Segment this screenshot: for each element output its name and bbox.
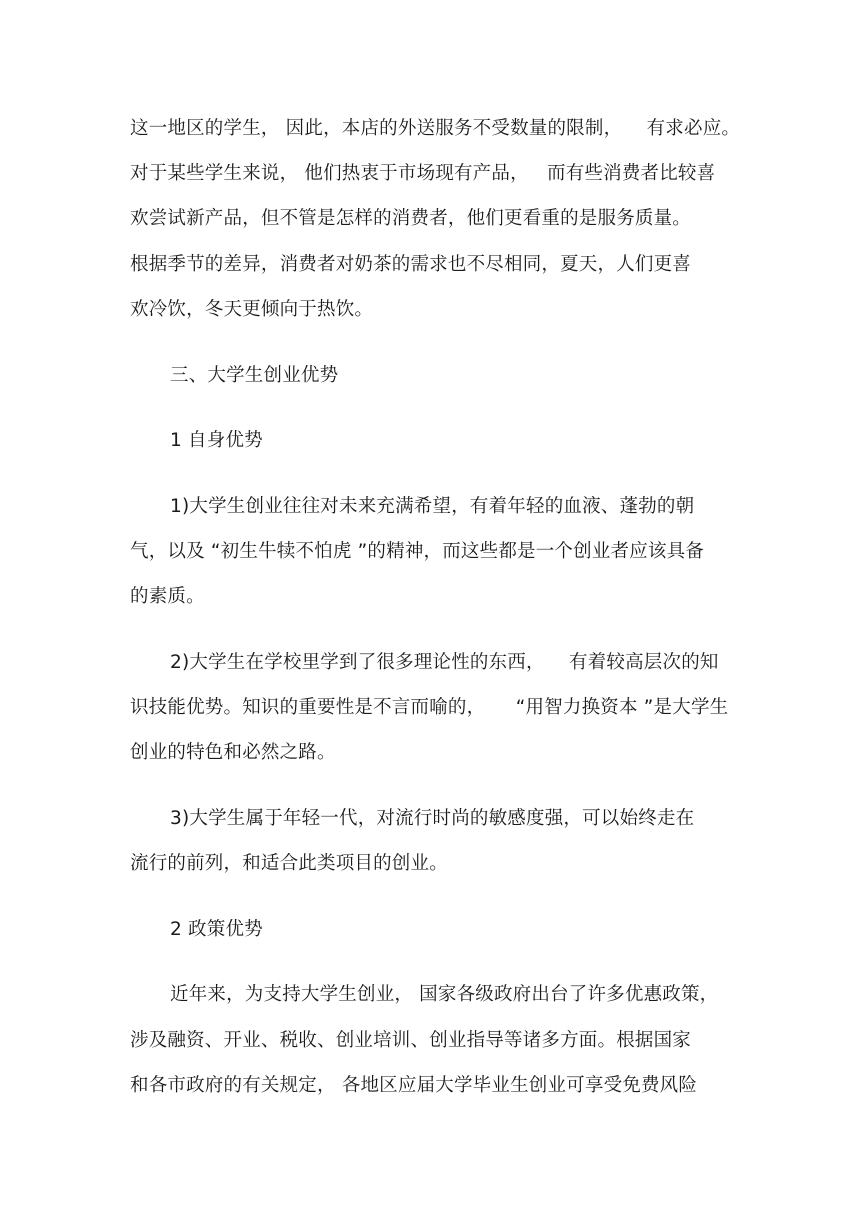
body-line: 对于某些学生来说， 他们热衷于市场现有产品， 而有些消费者比较喜 [130, 163, 716, 184]
body-line: 欢冷饮，冬天更倾向于热饮。 [130, 299, 374, 320]
body-line: 气，以及 “初生牛犊不怕虎 ”的精神，而这些都是一个创业者应该具备 [130, 541, 705, 562]
subsection-heading: 2 政策优势 [170, 919, 263, 940]
body-line: 识技能优势。知识的重要性是不言而喻的， “用智力换资本 ”是大学生 [130, 697, 729, 718]
body-line: 和各市政府的有关规定， 各地区应届大学毕业生创业可享受免费风险 [130, 1075, 698, 1096]
body-line: 根据季节的差异，消费者对奶茶的需求也不尽相同，夏天，人们更喜 [130, 254, 692, 275]
body-line: 涉及融资、开业、税收、创业培训、创业指导等诸多方面。根据国家 [130, 1030, 692, 1051]
section-heading: 三、大学生创业优势 [170, 365, 339, 386]
body-line: 欢尝试新产品，但不管是怎样的消费者，他们更看重的是服务质量。 [130, 208, 692, 229]
body-line: 近年来，为支持大学生创业， 国家各级政府出台了许多优惠政策， [170, 984, 719, 1005]
body-line: 2)大学生在学校里学到了很多理论性的东西， 有着较高层次的知 [170, 652, 719, 673]
body-line: 这一地区的学生， 因此，本店的外送服务不受数量的限制， 有求必应。 [130, 118, 741, 139]
body-line: 3)大学生属于年轻一代，对流行时尚的敏感度强，可以始终走在 [170, 808, 695, 829]
body-line: 1)大学生创业往往对未来充满希望，有着年轻的血液、蓬勃的朝 [170, 496, 695, 517]
body-line: 流行的前列，和适合此类项目的创业。 [130, 853, 448, 874]
subsection-heading: 1 自身优势 [170, 430, 263, 451]
body-line: 的素质。 [130, 586, 205, 607]
body-line: 创业的特色和必然之路。 [130, 742, 336, 763]
